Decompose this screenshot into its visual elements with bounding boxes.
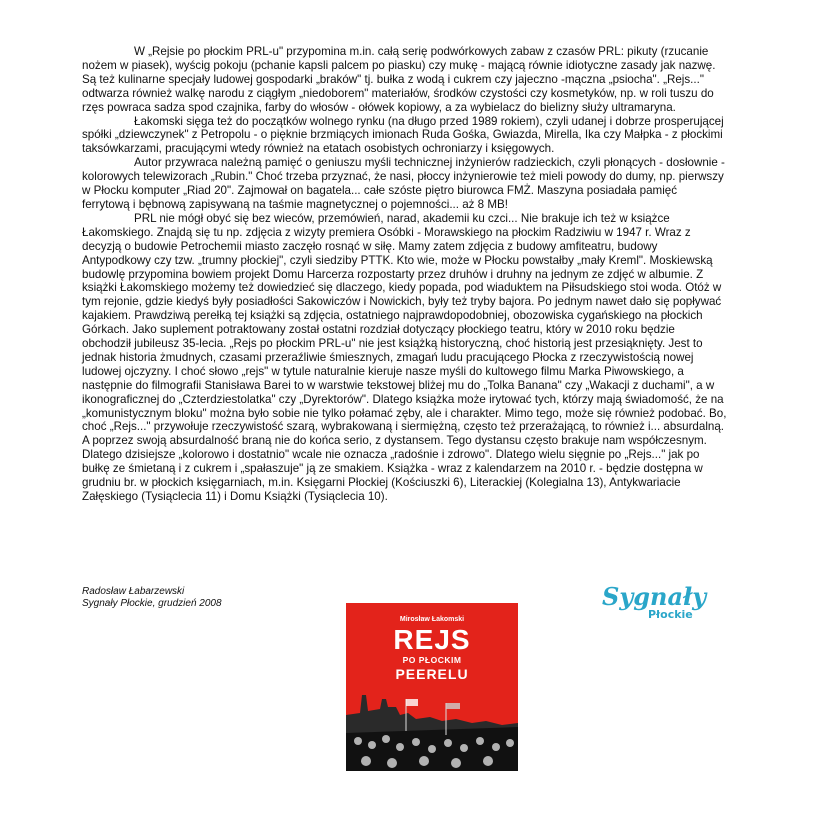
- article-paragraph: Łakomski sięga też do początków wolnego rynku (na długo przed 1989 rokiem), czyli udanej i dobrze prosperującej spółki „dziewczynek" z Petropolu - o pięknie brzmiących imionach Ruda Gośka, Gwiazda, Mirella, Ika czy Małpka - z płockimi taksówkarzami, pracującymi wtedy również na etatach osobistych ochroniarzy i księgowych.: [82, 114, 724, 156]
- logo-line1: Sygnały: [602, 582, 707, 611]
- sygnaly-plockie-logo: [600, 578, 712, 623]
- logo-line2: Płockie: [648, 608, 693, 621]
- book-cover: [346, 603, 518, 771]
- cover-title-line1: REJS: [393, 624, 471, 655]
- signature-source: Sygnały Płockie, grudzień 2008: [82, 598, 222, 609]
- cover-author: Mirosław Łakomski: [399, 616, 465, 623]
- article-paragraph: PRL nie mógł obyć się bez wieców, przemówień, narad, akademii ku czci... Nie brakuje ich też w książce Łakomskiego. Znajdą się tu np. zdjęcia z wizyty premiera Osóbki - Morawskiego na płockim Radziwiu w 1947 r. Wraz z decyzją o budowie Petrochemii miasto zaczęło rosnąć w siłę. Mamy zatem zdjęcia z budowy amfiteatru, budowy Antypodkowy czy tzw. „trumny płockiej", czyli siedziby PTTK. Kto wie, może w Płocku powstałby „mały Kreml". Moskiewską budowlę przypomina bowiem projekt Domu Harcerza rozpostarty przez druhów i druhny na jednym ze zdjęć w albumie. Z książki Łakomskiego możemy też dowiedzieć się dlaczego, kiedy popada, pod wiaduktem na Piłsudskiego stoi woda. Otóż w tym rejonie, gdzie kiedyś były posiadłości Sakowiczów i Nowickich, były też tryby bajora. Po jednym nawet dało się popływać kajakiem. Prawdziwą perełką tej książki są zdjęcia, ostatniego najprawdopodobniej, obozowiska cygańskiego na płockich Górkach. Jako suplement potraktowany został ostatni rozdział dotyczący płockiego teatru, który w 2010 roku będzie obchodził jubileusz 35-lecia. „Rejs po płockim PRL-u" nie jest książką historyczną, choć historią jest przesiąknięty. Jest to jednak historia żmudnych, czasami przeraźliwie śmiesznych, zmagań ludu pracującego Płocka z rzeczywistością nowej ludowej ojczyzny. I choć słowo „rejs" w tytule naturalnie kieruje nasze myśli do kultowego filmu Marka Piwowskiego, a następnie do filmografii Stanisława Barei to w warstwie tekstowej bliżej mu do „Tolka Banana" czy „Wakacji z duchami", a w ikonograficznej do „Czterdziestolatka" czy „Dyrektorów". Dlatego książka może irytować tych, którzy mają świadomość, że na „komunistycznym bloku" można było sobie nie tylko połamać zęby, ale i charakter. Mimo tego, może się również podobać. Bo, choć „Rejs..." przywołuje rzeczywistość szarą, wybrakowaną i siermiężną, często też przerażającą, to również i... absurdalną. A poprzez swoją absurdalność braną nie do końca serio, z dystansem. Tego dystansu często brakuje nam współczesnym. Dlatego dzisiejsze „kolorowo i dostatnio" wcale nie oznacza „radośnie i zdrowo". Dlatego wielu sięgnie po „Rejs..." jak po bułkę ze śmietaną i z cukrem i „spałaszuje" ją ze smakiem. Książka - wraz z kalendarzem na 2010 r. - będzie dostępna w grudniu br. w płockich księgarniach, m.in. Księgarni Płockiej (Kościuszki 6), Literackiej (Kolegialna 13), Antykwariacie Załęskiego (Tysiąclecia 11) i Domu Książki (Tysiąclecia 10).: [82, 211, 727, 503]
- signature: [82, 586, 222, 610]
- cover-title-line2: PO PŁOCKIM: [402, 655, 462, 665]
- article-body: [82, 45, 727, 504]
- cover-title-line3: PEERELU: [395, 666, 469, 682]
- signature-author: Radosław Łabarzewski: [82, 586, 185, 597]
- article-paragraph: Autor przywraca należną pamięć o geniuszu myśli technicznej inżynierów radzieckich, czyli płonących - dosłownie - kolorowych telewizorach „Rubin." Choć trzeba przyznać, że nasi, płoccy inżynierowie też mieli powody do dumy, np. pierwszy w Płocku komputer „Riad 20". Zajmował on bagatela... całe szóste piętro biurowca FMŻ. Maszyna posiadała pamięć ferrytową i bębnową zapisywaną na taśmie magnetycznej o pojemności... aż 8 MB!: [82, 156, 725, 211]
- article-paragraph: W „Rejsie po płockim PRL-u" przypomina m.in. całą serię podwórkowych zabaw z czasów PRL: pikuty (rzucanie nożem w piasek), wyścig pokoju (pchanie kapsli palcem po piasku) czy mukę - mającą równie idiotyczne zasady jak nazwę. Są też kulinarne specjały ludowej gospodarki „braków" tj. bułka z wodą i cukrem czy jajeczno -mączna „psiocha". „Rejs..." odtwarza również walkę narodu z ciągłym „niedoborem" materiałów, środków czystości czy kosmetyków, np. w roli tuszu do rzęs powraca sadza spod czajnika, farby do włosów - ołówek kopiowy, a za wybielacz do bielizny służy ultramaryna.: [82, 45, 716, 114]
